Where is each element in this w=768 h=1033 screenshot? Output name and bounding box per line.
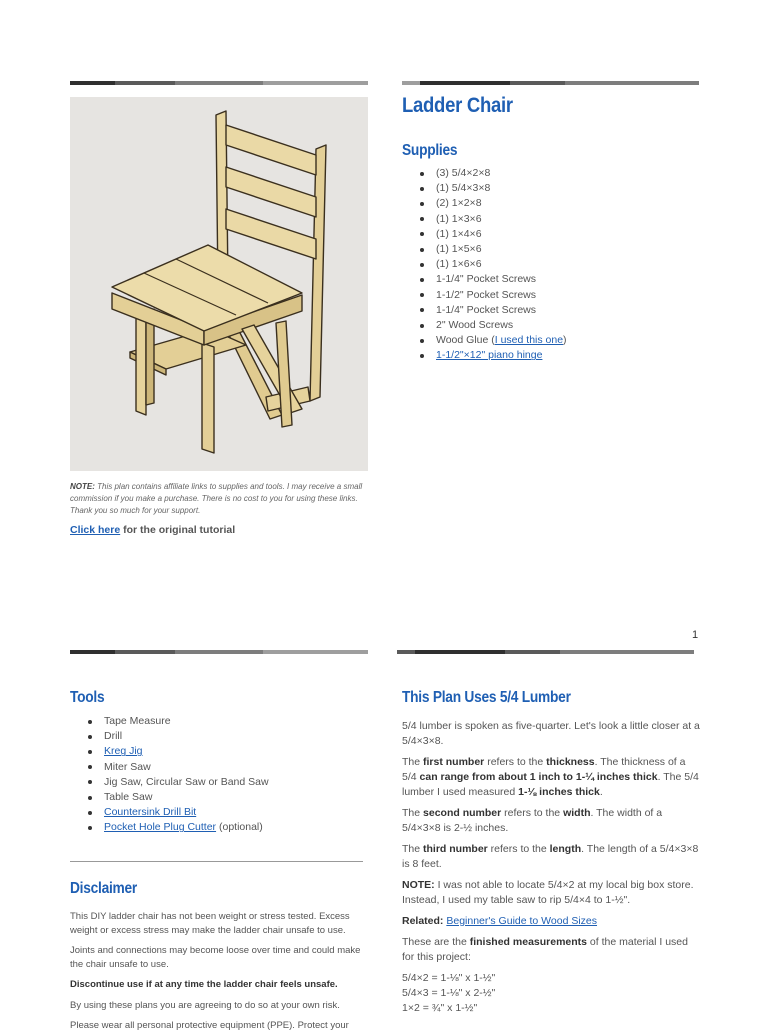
disclaimer-paragraph: This DIY ladder chair has not been weight or stress tested. Excess weight or excess stress may make the ladder chair unsafe to use. [70,911,350,936]
disclaimer-paragraph: By using these plans you are agreeing to do so at your own risk. [70,999,340,1011]
supplies-heading-wrap [402,142,466,160]
supply-link[interactable]: 1-1/2"×12" piano hinge [436,349,543,362]
lumber-heading-wrap [402,689,598,707]
lumber-paragraph [402,842,702,872]
supply-item [402,318,567,333]
text-run: . The 5/4 lumber I used measured [402,771,699,798]
text-run: refers to the [487,843,550,855]
supply-item [402,181,567,196]
text-run: The [402,843,424,855]
supply-label: (1) 1×4×6 [436,227,482,240]
chair-illustration [70,97,368,471]
tool-item [70,790,269,805]
tool-label: Table Saw [104,791,153,804]
bold-run: thickness [546,756,595,768]
supply-label: (1) 1×3×6 [436,212,482,225]
tool-item [70,714,269,729]
supply-label: (3) 5/4×2×8 [436,167,491,179]
bold-run: 1-⅛ inches thick [518,786,600,798]
horizontal-divider [70,861,363,862]
supply-label: Wood Glue ( [436,334,495,347]
wood-sizes-link[interactable]: Beginner's Guide to Wood Sizes [446,915,598,927]
tool-link[interactable]: Kreg Jig [104,745,143,758]
supply-item[interactable] [402,333,567,348]
supply-item [402,166,567,181]
measurement-line: 1×2 = ¾" x 1-½" [402,1002,478,1014]
text-run: . The width of a 5/4×3×8 is 2-½ inches. [402,807,663,834]
supply-label: (1) 1×6×6 [436,258,482,271]
text-run: These are the [402,936,470,948]
tool-link[interactable]: Countersink Drill Bit [104,806,197,819]
tools-heading: Tools [70,689,105,706]
lumber-heading: This Plan Uses 5/4 Lumber [402,689,571,706]
lumber-paragraph [402,806,702,836]
section-divider-bar [70,650,368,654]
text-run: The [402,807,424,819]
bold-run: length [549,843,582,855]
lumber-paragraph [402,914,702,929]
tools-heading-wrap [70,689,110,707]
disclaimer-heading: Disclaimer [70,880,138,897]
disclaimer-paragraph [70,978,370,992]
bold-run: Related: [402,915,444,927]
supply-item [402,288,567,303]
measurement-line: 5/4×3 = 1-⅛" x 2-½" [402,987,496,999]
affiliate-note [70,481,368,517]
supply-item [402,196,567,211]
supply-item [402,227,567,242]
text-run: of the material I used for this project: [402,936,688,963]
lumber-paragraph: 5/4 lumber is spoken as five-quarter. Let's look a little closer at a 5/4×3×8. [402,720,700,747]
lumber-paragraph [402,878,702,908]
click-here-rest: for the original tutorial [120,524,236,536]
tool-item[interactable] [70,820,269,835]
section-divider-bar [397,650,694,654]
supply-label: (2) 1×2×8 [436,197,482,210]
bold-run: first number [423,756,485,768]
tool-label: Drill [104,730,123,743]
disclaimer-paragraph: Joints and connections may become loose over time and could make the chair unsafe to use. [70,945,361,970]
bold-run: width [563,807,591,819]
supply-label: 1-1/2" Pocket Screws [436,288,537,301]
supply-item [402,257,567,272]
measurement-line: 5/4×2 = 1-⅛" x 1-½" [402,972,496,984]
page-number: 1 [692,629,699,641]
supply-label: (1) 1×5×6 [436,243,482,256]
note-label: NOTE: [70,482,95,491]
disclaimer-heading-wrap [70,880,148,898]
text-run: . The length of a 5/4×3×8 is 8 feet. [402,843,699,870]
bold-run: NOTE: [402,879,435,891]
text-run: I was not able to locate 5/4×2 at my local big box store. Instead, I used my table saw to rip 5/4×4 to 1-½". [402,879,694,906]
tool-item[interactable] [70,744,269,759]
supply-label: 1-1/4" Pocket Screws [436,273,537,286]
supply-item[interactable] [402,348,567,363]
click-here-link[interactable]: Click here [70,524,121,536]
tool-link[interactable]: Pocket Hole Plug Cutter [104,821,217,834]
supply-item [402,272,567,287]
lumber-paragraph [402,755,702,800]
tool-item [70,760,269,775]
supply-item [402,242,567,257]
note-text: This plan contains affiliate links to supplies and tools. I may receive a small commission if you make a purchase. There is no cost to you for using these links. Thank you so much for your support. [70,482,363,515]
tool-label: Miter Saw [104,760,151,773]
lumber-body [402,719,702,1016]
disclaimer-body [70,910,370,1033]
tool-label: Jig Saw, Circular Saw or Band Saw [104,775,269,788]
page-title: Ladder Chair [402,94,513,117]
text-run: . [599,786,603,798]
ladder-chair-illustration-icon [70,97,368,471]
tool-item [70,775,269,790]
supply-item [402,303,567,318]
supplies-heading: Supplies [402,142,458,159]
bold-run: finished measurements [469,936,588,948]
supply-item [402,212,567,227]
supply-label: ) [563,334,567,347]
lumber-paragraph [402,935,702,965]
page-title-wrap [402,94,528,118]
bold-run: second number [423,807,502,819]
original-tutorial-line [70,524,235,536]
tools-list [70,714,269,836]
text-run: The [402,756,424,768]
supply-label: 2" Wood Screws [436,319,514,332]
tool-label: Tape Measure [104,715,171,727]
text-run: refers to the [501,807,564,819]
section-divider-bar [402,81,699,85]
supplies-list [402,166,567,364]
bold-run: can range from about 1 inch to 1-¼ inches thick [419,771,658,783]
disclaimer-paragraph: Please wear all personal protective equipment (PPE). Protect your [70,1020,349,1031]
disclaimer-bold: Discontinue use if at any time the ladder chair feels unsafe. [70,979,338,990]
section-divider-bar [70,81,368,85]
supply-label: 1-1/4" Pocket Screws [436,303,537,316]
tool-label: (optional) [216,821,263,834]
supply-link[interactable]: I used this one [494,334,564,347]
supply-label: (1) 5/4×3×8 [436,182,491,195]
text-run: refers to the [484,756,547,768]
text-run: . The thickness of a 5/4 [402,756,686,783]
bold-run: third number [423,843,488,855]
tool-item[interactable] [70,805,269,820]
tool-item [70,729,269,744]
